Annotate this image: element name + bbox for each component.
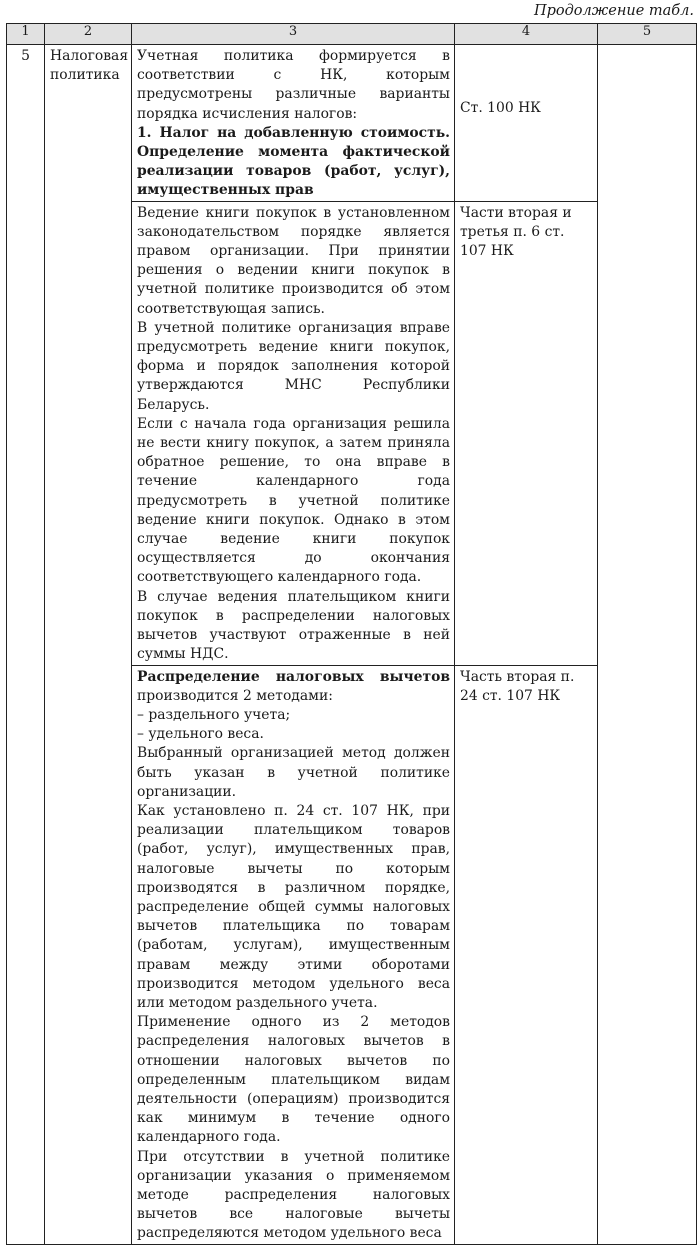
paragraph: Как установлено п. 24 ст. 107 НК, при реализации плательщиком товаров (работ, услуг), имущественных прав, налоговые вычеты по которым производятся в различном порядке, распределение общей суммы налоговых вычетов плательщика по товарам (работам, услугам), имущественным правам между этими оборотами производится методом удельного веса или методом раздельного учета.: [137, 802, 450, 1011]
description-cell: [132, 665, 455, 1244]
section-heading: 1. Налог на добавленную стоимость. Определение момента фактической реализации товаров (работ, услуг), имущественных прав: [137, 124, 450, 199]
reference-cell: Часть вторая п. 24 ст. 107 НК: [455, 665, 598, 1244]
table-header-row: [7, 24, 697, 45]
paragraph: [137, 668, 450, 706]
reference-text: Ст. 100 НК: [460, 100, 541, 116]
row-number-cell: 5: [7, 45, 45, 1245]
notes-cell: [598, 45, 697, 1245]
paragraph: При отсутствии в учетной политике организации указания о применяемом методе распределения налоговых вычетов все налоговые вычеты распределяются методом удельного веса: [137, 1148, 450, 1242]
row-title-cell: Налоговая политика: [45, 45, 132, 1245]
column-header-4: 4: [455, 24, 598, 45]
reference-cell: [455, 45, 598, 202]
column-header-2: 2: [45, 24, 132, 45]
reference-cell: Части вторая и третья п. 6 ст. 107 НК: [455, 201, 598, 665]
description-cell: [132, 201, 455, 665]
list-item: – удельного веса.: [137, 726, 264, 743]
table-row: [7, 45, 697, 202]
bold-lead: Распределение налоговых вычетов: [137, 668, 450, 685]
paragraph: Выбранный организацией метод должен быть указан в учетной политике организации.: [137, 745, 450, 800]
lead-rest: производится 2 методами:: [137, 687, 333, 704]
list-item: – раздельного учета;: [137, 706, 291, 723]
column-header-5: 5: [598, 24, 697, 45]
description-cell: [132, 45, 455, 202]
paragraph: Учетная политика формируется в соответствии с НК, которым предусмотрены различные варианты порядка исчисления налогов:: [137, 48, 450, 122]
column-header-1: 1: [7, 24, 45, 45]
continuation-label: Продолжение табл.: [533, 3, 694, 19]
paragraph: В учетной политике организация вправе предусмотреть ведение книги покупок, форма и порядок заполнения которой утверждаются МНС Республики Беларусь.: [137, 319, 450, 413]
paragraph: Если с начала года организация решила не вести книгу покупок, а затем приняла обратное решение, то она вправе в течение календарного года предусмотреть в учетной политике ведение книги покупок. Однако в этом случае ведение книги покупок осуществляется до окончания соответствующего календарного года.: [137, 415, 450, 586]
paragraph: Ведение книги покупок в установленном законодательством порядке является правом организации. При принятии решения о ведении книги покупок в учетной политике производится об этом соответствующая запись.: [137, 204, 450, 317]
paragraph: Применение одного из 2 методов распределения налоговых вычетов в отношении налоговых вычетов по определенным плательщиком видам деятельности (операциям) производится как минимум в течение одного календарного года.: [137, 1014, 450, 1146]
paragraph: В случае ведения плательщиком книги покупок в распределении налоговых вычетов участвуют отраженные в ней суммы НДС.: [137, 588, 450, 663]
column-header-3: 3: [132, 24, 455, 45]
tax-policy-table: [6, 23, 697, 1245]
